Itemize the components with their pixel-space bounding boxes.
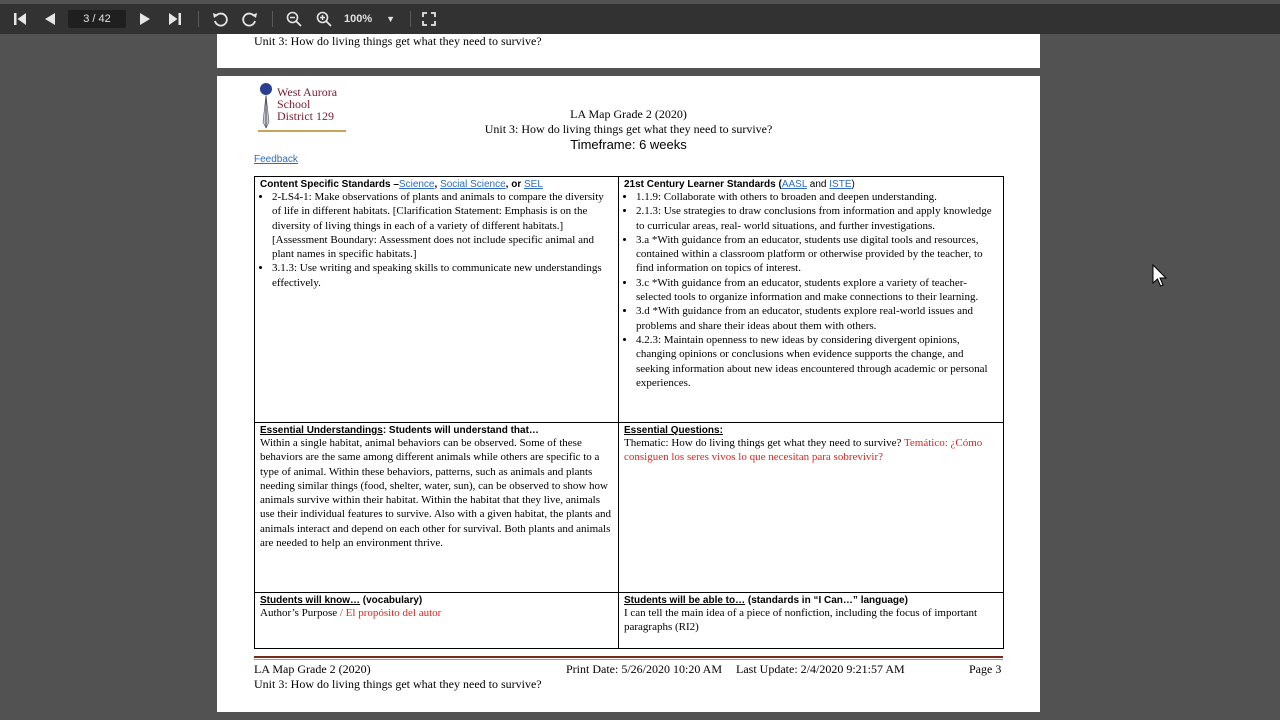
i-can-statement: I can tell the main idea of a piece of nonfiction, including the focus of important paragraphs (RI2) [624, 607, 978, 634]
learner-standards-cell [619, 177, 1004, 423]
science-link[interactable]: Science [398, 179, 435, 190]
last-page-icon[interactable] [165, 9, 185, 29]
list-item: • 3.a *With guidance from an educator, students use digital tools and resources, contained within a classroom platform or otherwise provided by the teacher, to find information on topics of interest. [636, 233, 998, 276]
toolbar-divider [410, 11, 411, 27]
essential-questions-cell [619, 423, 1004, 593]
document-page [217, 76, 1040, 712]
rotate-clockwise-icon[interactable] [240, 9, 260, 29]
students-will-know-cell [255, 593, 619, 649]
previous-page-icon[interactable] [40, 9, 60, 29]
aasl-link[interactable]: AASL [781, 179, 808, 190]
mouse-pointer-icon [1152, 264, 1168, 290]
learner-standards-list [624, 190, 998, 390]
students-will-be-able-heading: Students will be able to… (standards in “I Can…” language) [624, 595, 908, 606]
list-item: • 3.1.3: Use writing and speaking skills to communicate new understandings effectively. [272, 261, 613, 290]
vocabulary-terms: Author’s Purpose / El propósito del autor [260, 607, 442, 619]
chevron-down-icon: ▼ [386, 14, 396, 24]
pdf-toolbar [0, 4, 1280, 34]
page-number-input[interactable]: 3 / 42 [68, 10, 126, 28]
zoom-select[interactable] [344, 10, 398, 28]
footer-unit: Unit 3: How do living things get what they need to survive? [254, 677, 542, 691]
next-page-icon[interactable] [135, 9, 155, 29]
fullscreen-icon[interactable] [419, 9, 439, 29]
essential-questions-body: Thematic: How do living things get what they need to survive? Temático: ¿Cómo consiguen los seres vivos lo que necesitan para sobrevivir? [624, 437, 983, 464]
timeframe: Timeframe: 6 weeks [570, 137, 687, 152]
list-item: • 1.1.9: Collaborate with others to broaden and deepen understanding. [636, 190, 998, 204]
students-will-be-able-cell [619, 593, 1004, 649]
zoom-value: 100% [344, 13, 373, 25]
zoom-in-icon[interactable] [314, 9, 334, 29]
essential-understandings-cell [255, 423, 619, 593]
essential-understandings-heading: Essential Understandings: Students will understand that… [260, 425, 539, 436]
zoom-out-icon[interactable] [284, 9, 304, 29]
footer-rule-accent [254, 659, 1003, 660]
list-item: • 3.d *With guidance from an educator, students explore real-world issues and problems and share their ideas about them with others. [636, 304, 998, 333]
iste-link[interactable]: ISTE [829, 179, 852, 190]
students-will-know-heading: Students will know… (vocabulary) [260, 595, 423, 606]
district-name: West Aurora School District 129 [277, 85, 338, 123]
list-item: • 2-LS4-1: Make observations of plants and animals to compare the diversity of life in different habitats. [Clarification Statement: Emphasis is on the diversity of living things in each of a variety of different habitats.] [Assessment Boundary: Assessment does not include specific animal and plant names in specific habitats.] [272, 190, 613, 261]
footer-page-number: Page 3 [969, 662, 1002, 676]
toolbar-divider [272, 11, 273, 27]
unit-plan-table [254, 176, 1004, 649]
learner-standards-heading: 21st Century Learner Standards (AASL and ISTE) [624, 179, 855, 190]
content-standards-cell [255, 177, 619, 423]
rotate-counterclockwise-icon[interactable] [210, 9, 230, 29]
footer-last-update: Last Update: 2/4/2020 9:21:57 AM [736, 662, 905, 676]
previous-page-footer-unit: Unit 3: How do living things get what they need to survive? [254, 34, 542, 48]
list-item: • 4.2.3: Maintain openness to new ideas by considering divergent opinions, changing opinions or conclusions when evidence supports the change, and seeking information about new ideas encountered through academic or personal experiences. [636, 333, 998, 390]
content-standards-list [260, 190, 613, 290]
social-science-link[interactable]: Social Science [440, 179, 506, 190]
sel-link[interactable]: SEL [524, 179, 543, 190]
essential-questions-heading: Essential Questions: [624, 425, 723, 436]
list-item: • 2.1.3: Use strategies to draw conclusions from information and apply knowledge to curricular areas, real- world situations, and further investigations. [636, 204, 998, 233]
feedback-link[interactable]: Feedback [254, 154, 298, 165]
content-standards-heading: Content Specific Standards –Science, Social Science, or SEL [260, 179, 543, 190]
first-page-icon[interactable] [10, 9, 30, 29]
essential-understandings-body: Within a single habitat, animal behaviors can be observed. Some of these behaviors are the same among different animals while others are specific to a type of animal. Within these behaviors, patterns, such as animals and plants needing similar things (food, shelter, water, sun), can be observed to show how animals survive within their habitat. Within the habitat that they live, animals use their individual features to survive. Also with a given habitat, the plants and animals interact and depend on each other for survival. Both plants and animals are needed to help an environment thrive. [260, 437, 612, 550]
footer-rule [254, 656, 1003, 658]
footer-print-date: Print Date: 5/26/2020 10:20 AM [566, 662, 722, 676]
footer-title: LA Map Grade 2 (2020) [254, 662, 371, 676]
document-unit: Unit 3: How do living things get what they need to survive? [484, 122, 773, 136]
list-item: • 3.c *With guidance from an educator, students explore a variety of teacher-selected tools to organize information and make connections to their learning. [636, 276, 998, 305]
toolbar-divider [198, 11, 199, 27]
document-title: LA Map Grade 2 (2020) [570, 107, 687, 121]
previous-page [217, 34, 1040, 68]
